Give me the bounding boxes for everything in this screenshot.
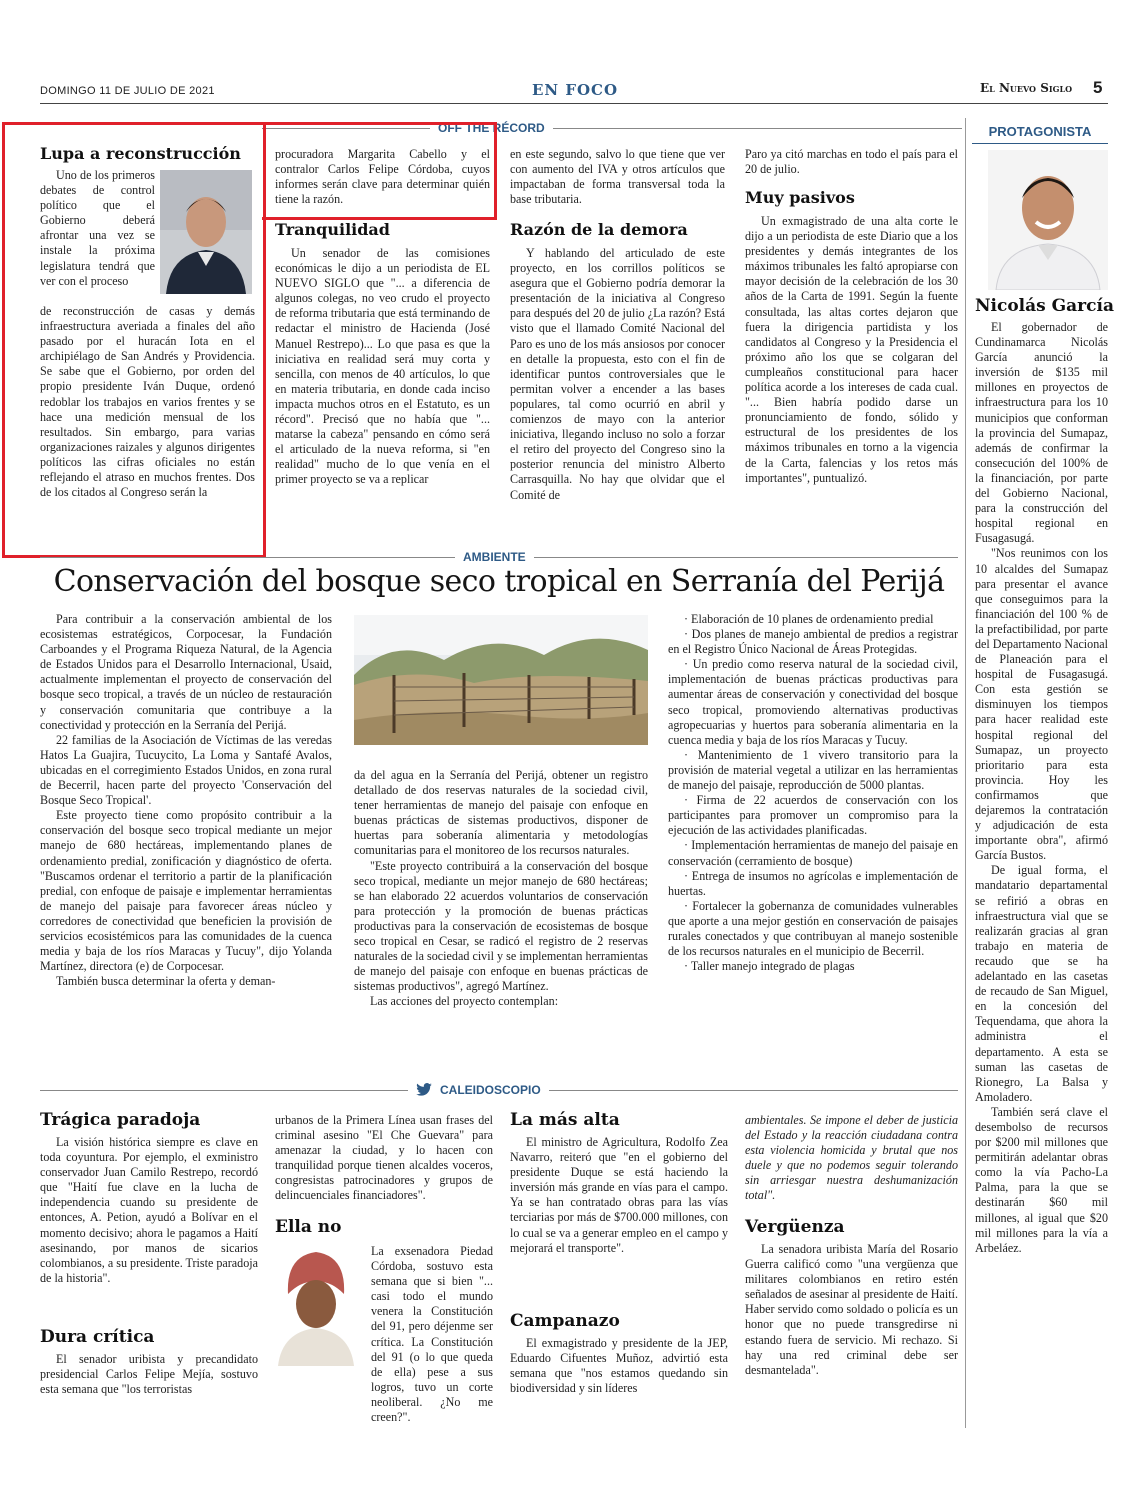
ambiente-photo xyxy=(354,615,648,745)
razon-text xyxy=(510,246,725,503)
dry-forest-fence-photo-icon xyxy=(354,615,648,745)
dura-paragraph: El senador uribista y precandidato presidencial Carlos Felipe Mejía, sostuvo esta semana que "los terroristas xyxy=(40,1352,258,1397)
ambiente-bullet: · Un predio como reserva natural de la sociedad civil, implementación de buenas prácticas productivas para aumentar áreas de conservación y conectividad del bosque seco tropical, promoviendo alternativas productivas agropecuarias y huertos para soberanía alimentaria en la cuenca media y baja de los ríos Maracas y Tucuy. xyxy=(668,657,958,747)
ella-heading: Ella no xyxy=(275,1217,342,1237)
ambiente-col2-paragraph: "Este proyecto contribuirá a la conservación del bosque seco tropical, mediante un mejor manejo de 680 hectáreas; se han elaborado 22 acuerdos voluntarios de conservación para protección y la promoción de buenas prácticas productivas para la conservación de ecosistemas de bosque seco tropical en Cesar, se radicó el registro de 2 reservas naturales de la sociedad civil y se implementan herramientas de manejo del paisaje con enfoque en buenas prácticas de sistemas productivos", agregó Martínez. xyxy=(354,858,648,994)
protagonista-label: PROTAGONISTA xyxy=(972,124,1108,144)
col3-top-paragraph: en este segundo, salvo lo que tiene que ver con aumento del IVA y otros artículos que impactaban de forma transversal toda la base tributaria. xyxy=(510,147,725,207)
verguenza-heading: Vergüenza xyxy=(745,1217,845,1237)
ambiente-label: AMBIENTE xyxy=(455,548,534,566)
ella-text xyxy=(275,1244,493,1425)
lupa-text-narrow xyxy=(40,168,155,289)
lupa-paragraph-cont: de reconstrucción de casas y demás infraestructura averiada a finales del año pasado por el huracán Iota en el archipiélago de San Andrés y Providencia. Se sabe que el Gobierno, por orden del propio presidente Iván Duque, ordenó redoblar los trabajos en varios frentes y se hace una medición mensual de los resultados. Sin embargo, para varias organizaciones raizales y algunos dirigentes políticos las cifras oficiales no están reflejando el atraso en muchos frentes. Dos de los citados al Congreso serán la xyxy=(40,304,255,500)
cal-col4-top xyxy=(745,1113,958,1204)
col4-top-paragraph: Paro ya citó marchas en todo el país para el 20 de julio. xyxy=(745,147,958,177)
lupa-heading: Lupa a reconstrucción xyxy=(40,144,241,163)
col2-top-text xyxy=(275,147,490,207)
ambiente-col3 xyxy=(668,612,958,974)
alta-paragraph: El ministro de Agricultura, Rodolfo Zea Navarro, reiteró que "en el gobierno del presidente Duque se está haciendo la inversión más grande en vías para el campo. Ya se han contratado obras para las vías terciarias por más de $700.000 millones, con lo cual se va a generar empleo en el campo y mejorará el transporte". xyxy=(510,1135,728,1255)
protagonista-photo xyxy=(988,150,1108,290)
campanazo-heading: Campanazo xyxy=(510,1311,620,1331)
ambiente-bullet: · Mantenimiento de 1 vivero transitorio para la provisión de material vegetal a utilizar en las herramientas de manejo del paisaje, reproducción de 5000 plantas. xyxy=(668,747,958,793)
ambiente-col2-paragraph: Las acciones del proyecto contemplan: xyxy=(370,994,559,1009)
ella-paragraph: La exsenadora Piedad Córdoba, sostuvo esta semana que si bien "... casi todo el mundo venera la Constitución del 91, pero déjenme ser crítica. La Constitución del 91 (o lo que queda de ella) pese a sus logros, tuvo un corte neoliberal. ¿No me creen?". xyxy=(371,1244,493,1425)
off-record-label: OFF THE RÉCORD xyxy=(430,119,553,137)
tragica-text xyxy=(40,1135,258,1286)
razon-heading: Razón de la demora xyxy=(510,220,688,239)
tranquilidad-heading: Tranquilidad xyxy=(275,220,390,239)
ambiente-bullet: · Taller manejo integrado de plagas xyxy=(684,959,855,974)
protagonista-name: Nicolás García xyxy=(975,296,1114,316)
pasivos-heading: Muy pasivos xyxy=(745,188,855,207)
campanazo-paragraph: El exmagistrado y presidente de la JEP, Eduardo Cifuentes Muñoz, advirtió esta semana que "nos estamos quedando sin biodiversidad y sin líderes xyxy=(510,1336,728,1396)
verguenza-paragraph: La senadora uribista María del Rosario Guerra calificó como "una vergüenza que militares colombianos en retiro estén señalados de asesinar al presidente de Haití. Haber servido como soldado o policía es un honor que no puede transgredirse ni estando fuera de servicio. Mi rechazo. Si hay una red criminal debe ser desmantelada". xyxy=(745,1242,958,1377)
ambiente-col1-paragraph: 22 familias de la Asociación de Víctimas de las veredas Hatos La Guajira, Tucuycito, La Loma y Santafé Avalos, ubicadas en el corregimiento Estados Unidos, en zona rural de Becerril, hacen parte del proyecto 'Conservación del Bosque Seco Tropical'. xyxy=(40,732,332,808)
cal-col2-paragraph: urbanos de la Primera Línea usan frases del criminal asesino "El Che Guevara" para amenazar la ciudad, y lo hacen con tranquilidad porque tienen alcaldes voceros, congresistas patrocinadores y grupos de delincuenciales financiadores". xyxy=(275,1113,493,1203)
campanazo-text xyxy=(510,1336,728,1396)
man-portrait-icon xyxy=(160,170,252,294)
col3-top-text xyxy=(510,147,725,207)
page-date: DOMINGO 11 DE JULIO DE 2021 xyxy=(40,85,215,97)
protagonista-text xyxy=(975,320,1108,1256)
ambiente-col1 xyxy=(40,612,332,989)
cal-col2-top xyxy=(275,1113,493,1204)
pasivos-text xyxy=(745,214,958,486)
ambiente-col2 xyxy=(354,768,648,1010)
ambiente-col1-paragraph: Para contribuir a la conservación ambiental de los ecosistemas estratégicos, Corpocesar, la Fundación Carboandes y el Programa Riqueza Natural, de la Agencia de Estados Unidos para el Desarrollo Internacional, Usaid, actualmente implementan el proyecto de conservación del bosque seco tropical, a través de un núcleo de restauración y conservación comunitaria que contribuye a la conectividad y protección en la Serranía del Perijá. xyxy=(40,612,332,732)
col4-top-text xyxy=(745,147,958,177)
twitter-bird-icon xyxy=(416,1083,432,1096)
protagonista-paragraph-3: De igual forma, el mandatario departamental se refirió a obras en infraestructura vial que se realizarán gracias al gran trabajo en materia de recaudo que se ha adelantado en las casetas de recaudo de San Miguel, en la concesión del Tequendama, que ahora la administra el departamento. A esta se suman las casetas de Rionegro, La Balsa y Amoladero. xyxy=(975,863,1108,1104)
caleidoscopio-label: CALEIDOSCOPIO xyxy=(408,1081,549,1099)
lupa-photo xyxy=(160,170,252,294)
header-rule xyxy=(40,103,1108,104)
dura-text xyxy=(40,1352,258,1397)
verguenza-text xyxy=(745,1242,958,1378)
page-number: 5 xyxy=(1093,78,1103,97)
tragica-heading: Trágica paradoja xyxy=(40,1110,201,1130)
ambiente-bullet: · Firma de 22 acuerdos de conservación con los participantes para promover un compromiso para la ejecución de las actividades planificadas. xyxy=(668,793,958,838)
tranquilidad-text xyxy=(275,246,490,488)
protagonista-paragraph-4: También será clave el desembolso de recursos por $200 mil millones que permitirán adelantar obras como la vía Pacho-La Palma, para la que se destinarán $60 mil millones, al igual que $20 mil millones para la vía a Arbeláez. xyxy=(975,1104,1108,1255)
col2-top-paragraph: procuradora Margarita Cabello y el contralor Carlos Felipe Córdoba, cuyos informes serán clave para determinar quién tiene la razón. xyxy=(275,147,490,207)
pasivos-paragraph: Un exmagistrado de una alta corte le dijo a un periodista de este Diario que a los presidentes y demás integrantes de los máximos tribunales les faltó apropiarse con mayor decisión de la celebración de los 30 años de la Carta de 1991. Según la fuente consultada, las altas cortes dejaron que fuera la dirigencia partidista y los candidatos al Congreso y la Presidencia el próximo año los que se colgaran del cumpleaños constitucional para hacer política acorde a los intereses de cada cual. "... Bien habría podido darse un pronunciamiento de fondo, sólido y estructural de los presidentes de los máximos tribunales en torno a la vigencia de la Carta, falencias y los retos más importantes", puntualizó. xyxy=(745,214,958,485)
brand-name: El Nuevo Siglo xyxy=(980,81,1073,95)
ambiente-bullet: · Fortalecer la gobernanza de comunidades vulnerables que aporte a una mejor gestión en conservación de paisajes rurales conectados y que contribuyan al manejo sostenible de los recursos naturales en el municipio de Becerril. xyxy=(668,898,958,959)
dura-heading: Dura crítica xyxy=(40,1327,155,1347)
sidebar-divider xyxy=(965,118,966,1428)
ambiente-bullet: · Elaboración de 10 planes de ordenamiento predial xyxy=(684,612,934,626)
lupa-paragraph: Uno de los primeros debates de control político que el Gobierno deberá afrontar una vez se instale la próxima legislatura tendrá que ver con el proceso xyxy=(40,168,155,288)
ambiente-bullet: · Implementación herramientas de manejo del paisaje en conservación (cerramiento de bosque) xyxy=(668,838,958,868)
ambiente-bullet: · Entrega de insumos no agrícolas e implementación de huertas. xyxy=(668,868,958,898)
ambiente-headline: Conservación del bosque seco tropical en Serranía del Perijá xyxy=(53,564,945,599)
ambiente-col1-paragraph: Este proyecto tiene como propósito contribuir a la conservación del bosque seco tropical mediante un mejor manejo de 680 hectáreas, implementando planes de ordenamiento predial, zonificación y diagnóstico de oferta. "Buscamos ordenar el territorio a partir de la planificación predial, con enfoque de paisaje e implementar herramientas de manejo del paisaje para favorecer áreas núcleo y corredores de conectividad que beneficien la provisión de servicios ecosistémicos para las comunidades de la cuenca media y baja de los ríos Maracas y Tucuy", dijo Yolanda Martínez, directora (e) de Corpocesar. xyxy=(40,808,332,974)
alta-text xyxy=(510,1135,728,1256)
section-title: EN FOCO xyxy=(531,81,619,99)
ambiente-col1-paragraph: También busca determinar la oferta y deman- xyxy=(56,974,276,989)
tranquilidad-paragraph: Un senador de las comisiones económicas le dijo a un periodista de EL NUEVO SIGLO que "... a diferencia de algunos colegas, no veo crudo el proyecto de reforma tributaria que está terminando de redactar el ministro de Hacienda (José Manuel Restrepo)... Lo que pasa es que la iniciativa en realidad será muy corta y sencilla, con menos de 40 artículos, lo que en materia tributaria, en donde cada inciso impacta muchos otros en el Estatuto, es un récord". Precisó que no había que "... matarse la cabeza" pensando en cómo será el articulado de la nueva reforma, si "en realidad" mucho de lo que venía en el primer proyecto se va a replicar xyxy=(275,246,490,487)
lupa-text-wide xyxy=(40,304,255,500)
man-smiling-portrait-icon xyxy=(988,150,1108,290)
ambiente-bullet: · Dos planes de manejo ambiental de predios a registrar en el Registro Único Nacional de Áreas Protegidas. xyxy=(668,627,958,657)
cal-col4-paragraph: ambientales. Se impone el deber de justicia del Estado y la reacción ciudadana contra esta violencia homicida y brutal que nos duele y que no podemos seguir tolerando sin arriesgar nuestra deshumanización total". xyxy=(745,1113,958,1203)
tragica-paragraph: La visión histórica siempre es clave en toda coyuntura. Por ejemplo, el exministro conservador Juan Camilo Restrepo, recordó que "Haití fue clave en la lucha de independencia cuando su presidente de entonces, A. Petion, ayudó a Bolívar en el momento decisivo; ahora le pagamos a Haití asesinando, por manos de sicarios colombianos, a su presidente. Triste paradoja de la historia". xyxy=(40,1135,258,1285)
alta-heading: La más alta xyxy=(510,1110,620,1130)
protagonista-paragraph-1: El gobernador de Cundinamarca Nicolás García anunció la inversión de $135 mil millones en proyectos de infraestructura para los 10 municipios que conforman la provincia del Sumapaz, además de confirmar la consecución del 100% de la financiación, por parte del Gobierno Nacional, para la construcción del hospital regional en Fusagasugá. xyxy=(975,320,1108,546)
protagonista-paragraph-2: "Nos reunimos con los 10 alcaldes del Sumapaz para presentar el avance que conseguimos para la financiación del 100 % de la prefactibilidad, por parte del Departamento Nacional de Planeación para el hospital de Fusagasugá. Con esta gestión se disminuyen los tiempos para hacer realidad este hospital regional del Sumapaz, un proyecto prioritario para esta provincia. Hoy les confirmamos que dejaremos la contratación y adjudicación de esta importante obra", afirmó García Bustos. xyxy=(975,546,1108,863)
razon-paragraph: Y hablando del articulado de este proyecto, en los corrillos políticos se asegura que el Gobierno podría demorar la presentación de la iniciativa al Congreso para después del 20 de julio ¿La razón? Está visto que el llamado Comité Nacional del Paro es uno de los más ansiosos por conocer en detalle la propuesta, esto con el fin de identificar puntos controversiales que le permitan volver a encender a las bases populares, tal como ocurrió en abril y comienzos de mayo con la anterior iniciativa, llegando incluso no solo a forzar el retiro del proyecto del Congreso sino la posterior renuncia del ministro Alberto Carrasquilla. No hay que olvidar que el Comité de xyxy=(510,246,725,502)
ambiente-col2-paragraph: da del agua en la Serranía del Perijá, obtener un registro detallado de dos reservas naturales de la sociedad civil, tener herramientas de manejo del paisaje con enfoque en buenas prácticas de sistemas productivos, disponer de huertas para soberanía alimentaria y metodologías comunitarias para el monitoreo de los recursos naturales. xyxy=(354,768,648,858)
